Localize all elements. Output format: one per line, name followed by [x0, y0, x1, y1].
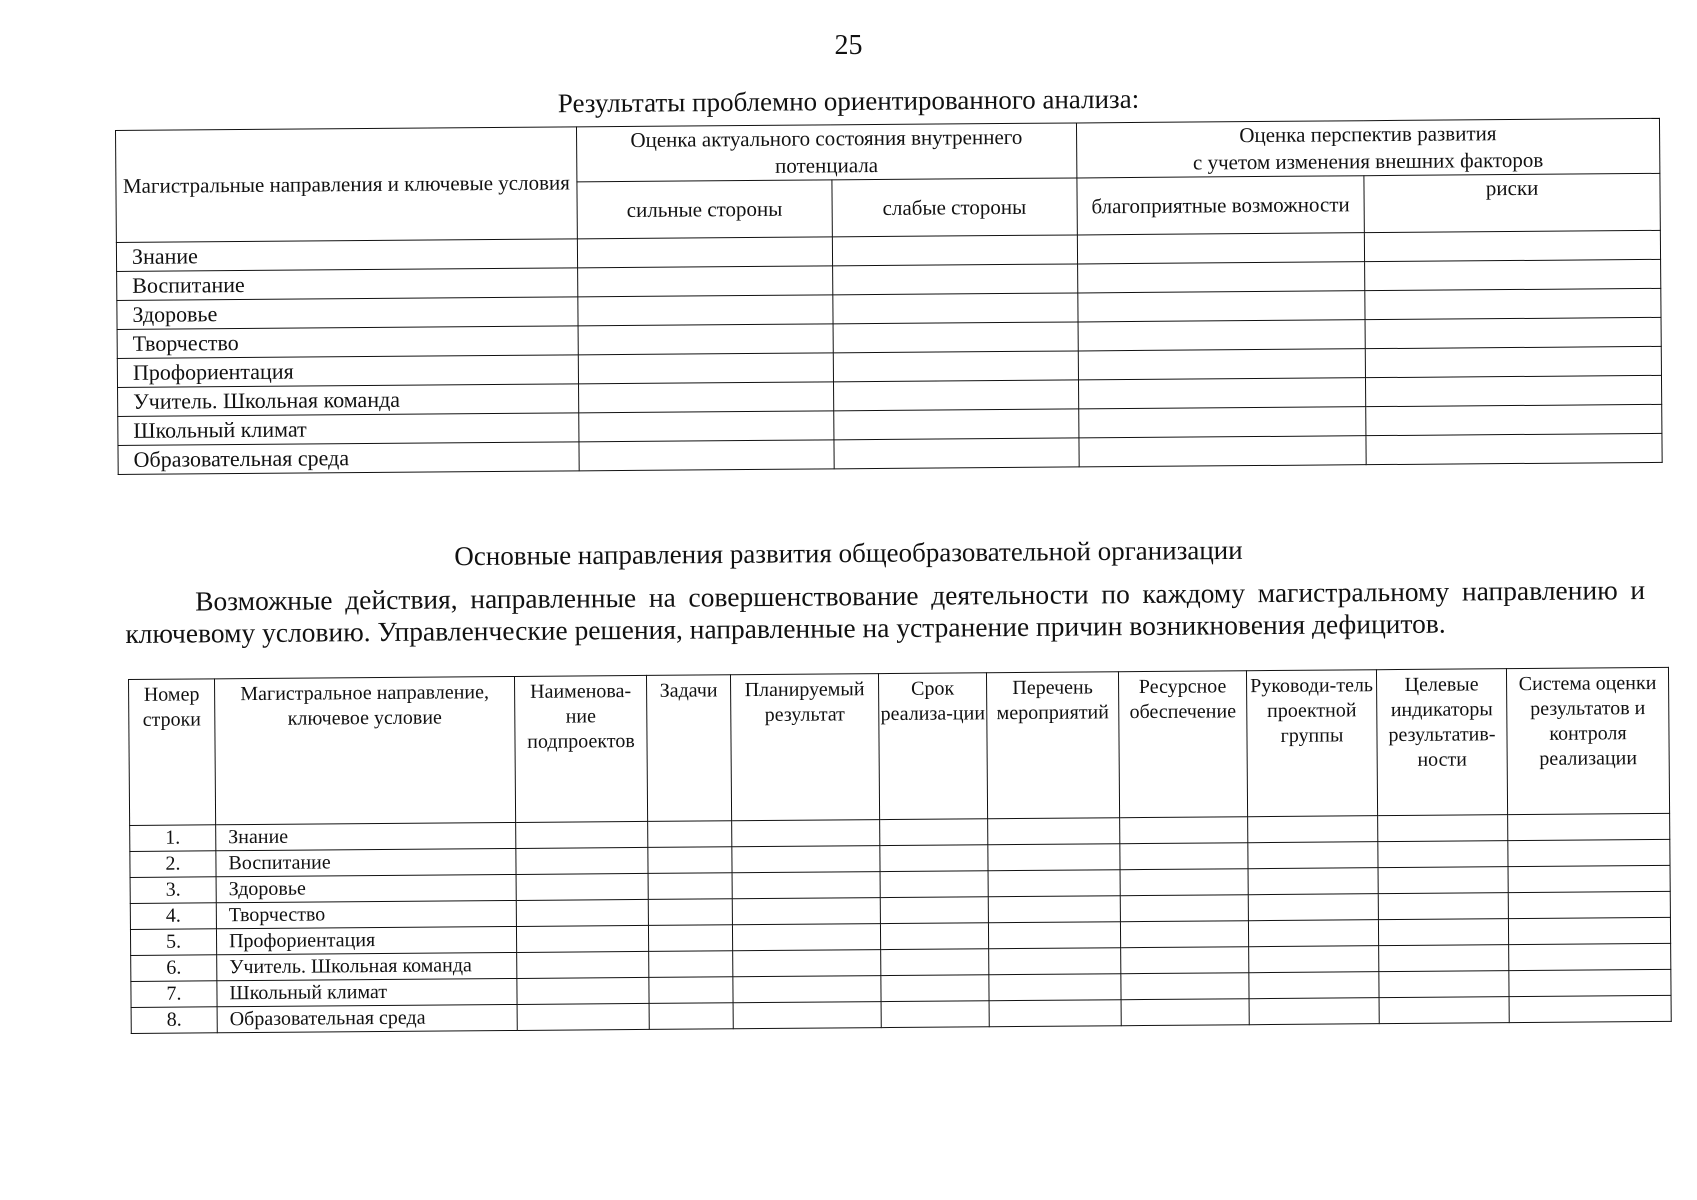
header-prospects — [1076, 118, 1660, 178]
development-header-row — [129, 667, 1670, 825]
cell — [578, 324, 833, 355]
cell — [1378, 893, 1508, 920]
row-label: Творчество — [117, 326, 578, 359]
row-label: Знание — [116, 239, 577, 272]
header-current-state: Оценка актуального состояния внутреннего потенциала — [576, 123, 1076, 182]
cell — [988, 922, 1120, 949]
cell — [1378, 841, 1508, 868]
cell — [1509, 995, 1671, 1022]
header-prospects-line2: с учетом изменения внешних факторов — [1192, 147, 1544, 175]
cell — [1366, 375, 1662, 406]
row-number: 7. — [131, 981, 217, 1008]
header-group-leader: Руководи-тель проектной группы — [1246, 670, 1377, 817]
cell — [1508, 917, 1670, 944]
row-label: Творчество — [216, 900, 516, 928]
cell — [1079, 436, 1367, 467]
cell — [988, 844, 1120, 871]
row-label: Образовательная среда — [118, 442, 579, 475]
cell — [1249, 946, 1379, 973]
cell — [516, 873, 648, 900]
row-number: 3. — [130, 877, 216, 904]
row-label: Школьный климат — [217, 978, 517, 1006]
cell — [989, 1000, 1121, 1027]
cell — [1248, 868, 1378, 895]
header-subprojects: Наименова-ние подпроектов — [514, 675, 647, 822]
header-activities: Перечень мероприятий — [986, 672, 1119, 819]
cell — [1120, 843, 1248, 870]
cell — [517, 977, 649, 1004]
cell — [880, 845, 988, 872]
cell — [832, 264, 1077, 295]
cell — [881, 949, 989, 976]
row-number: 8. — [131, 1007, 217, 1034]
cell — [1120, 921, 1248, 948]
row-label: Воспитание — [216, 848, 516, 876]
cell — [578, 382, 833, 413]
cell — [733, 1002, 881, 1029]
cell — [732, 846, 880, 873]
cell — [1078, 378, 1366, 409]
cell — [880, 897, 988, 924]
header-indicators: Целевые индикаторы результатив-ности — [1376, 669, 1507, 816]
cell — [1366, 433, 1662, 464]
row-label: Профориентация — [216, 926, 516, 954]
row-number: 2. — [130, 851, 216, 878]
header-resources: Ресурсное обеспечение — [1118, 671, 1247, 818]
cell — [1077, 233, 1365, 264]
cell — [732, 924, 880, 951]
cell — [516, 899, 648, 926]
cell — [1508, 839, 1670, 866]
header-risks: риски — [1364, 173, 1660, 232]
row-number: 5. — [130, 929, 216, 956]
cell — [648, 899, 732, 926]
cell — [1509, 969, 1671, 996]
cell — [1365, 346, 1661, 377]
cell — [832, 235, 1077, 266]
cell — [516, 821, 648, 848]
row-number: 6. — [131, 955, 217, 982]
cell — [833, 293, 1078, 324]
cell — [881, 1001, 989, 1028]
row-label: Учитель. Школьная команда — [217, 952, 517, 980]
row-label: Образовательная среда — [217, 1004, 517, 1032]
cell — [516, 847, 648, 874]
cell — [648, 873, 732, 900]
cell — [834, 438, 1079, 469]
cell — [517, 951, 649, 978]
cell — [517, 1003, 649, 1030]
cell — [1248, 920, 1378, 947]
cell — [1365, 288, 1661, 319]
row-number: 4. — [130, 903, 216, 930]
cell — [1078, 407, 1366, 438]
header-strengths: сильные стороны — [577, 180, 832, 239]
cell — [1120, 817, 1248, 844]
cell — [732, 820, 880, 847]
row-label: Здоровье — [117, 297, 578, 330]
cell — [1378, 919, 1508, 946]
analysis-table — [115, 118, 1663, 475]
cell — [732, 898, 880, 925]
cell — [1508, 813, 1670, 840]
cell — [579, 440, 834, 471]
development-table — [128, 667, 1672, 1034]
cell — [1365, 230, 1661, 261]
cell — [648, 821, 732, 848]
cell — [833, 351, 1078, 382]
cell — [1249, 972, 1379, 999]
row-label: Учитель. Школьная команда — [118, 384, 579, 417]
analysis-heading: Результаты проблемно ориентированного анализа: — [557, 83, 1140, 119]
cell — [579, 411, 834, 442]
cell — [1378, 815, 1508, 842]
cell — [648, 847, 732, 874]
header-direction: Магистральное направление, ключевое условие — [215, 676, 516, 824]
page-number: 25 — [834, 30, 863, 61]
cell — [1379, 997, 1509, 1024]
header-row-number: Номер строки — [129, 679, 216, 826]
cell — [881, 975, 989, 1002]
cell — [577, 237, 832, 268]
cell — [732, 872, 880, 899]
cell — [1248, 816, 1378, 843]
row-label: Здоровье — [216, 874, 516, 902]
header-main-directions: Магистральные направления и ключевые условия — [116, 127, 578, 243]
cell — [1248, 842, 1378, 869]
cell — [1120, 895, 1248, 922]
cell — [989, 948, 1121, 975]
cell — [989, 974, 1121, 1001]
cell — [578, 295, 833, 326]
row-label: Профориентация — [117, 355, 578, 388]
cell — [1378, 867, 1508, 894]
cell — [1077, 291, 1365, 322]
header-prospects-line1: Оценка перспектив развития — [1239, 121, 1497, 148]
header-term: Срок реализа-ции — [878, 673, 987, 820]
cell — [988, 818, 1120, 845]
cell — [1248, 894, 1378, 921]
cell — [1379, 945, 1509, 972]
cell — [880, 819, 988, 846]
row-number: 1. — [130, 825, 216, 852]
header-evaluation-system: Система оценки результатов и контроля реализации — [1506, 667, 1669, 814]
cell — [834, 409, 1079, 440]
cell — [1120, 869, 1248, 896]
cell — [516, 925, 648, 952]
cell — [1078, 349, 1366, 380]
cell — [833, 380, 1078, 411]
cell — [988, 896, 1120, 923]
cell — [1379, 971, 1509, 998]
cell — [649, 1003, 733, 1030]
cell — [1121, 973, 1249, 1000]
cell — [1078, 320, 1366, 351]
header-weaknesses: слабые стороны — [832, 178, 1077, 237]
cell — [1121, 947, 1249, 974]
cell — [1249, 998, 1379, 1025]
cell — [733, 976, 881, 1003]
development-heading: Основные направления развития общеобразовательной организации — [454, 534, 1243, 572]
cell — [988, 870, 1120, 897]
cell — [1508, 891, 1670, 918]
cell — [578, 266, 833, 297]
cell — [648, 925, 732, 952]
cell — [1121, 999, 1249, 1026]
cell — [578, 353, 833, 384]
cell — [733, 950, 881, 977]
row-label: Знание — [216, 822, 516, 850]
cell — [1077, 262, 1365, 293]
cell — [1365, 317, 1661, 348]
header-opportunities: благоприятные возможности — [1077, 176, 1365, 235]
cell — [649, 977, 733, 1004]
cell — [649, 951, 733, 978]
actions-paragraph: Возможные действия, направленные на совершенствование деятельности по каждому магистральному направлению и ключевому условию. Управленческие решения, направленные на устранение причин возникновения дефицитов. — [125, 574, 1646, 649]
cell — [1508, 865, 1670, 892]
cell — [880, 923, 988, 950]
cell — [1509, 943, 1671, 970]
row-label: Школьный климат — [118, 413, 579, 446]
row-label: Воспитание — [117, 268, 578, 301]
cell — [1366, 404, 1662, 435]
header-tasks: Задачи — [646, 675, 731, 822]
cell — [880, 871, 988, 898]
cell — [833, 322, 1078, 353]
cell — [1365, 259, 1661, 290]
header-planned-result: Планируемый результат — [730, 674, 879, 821]
